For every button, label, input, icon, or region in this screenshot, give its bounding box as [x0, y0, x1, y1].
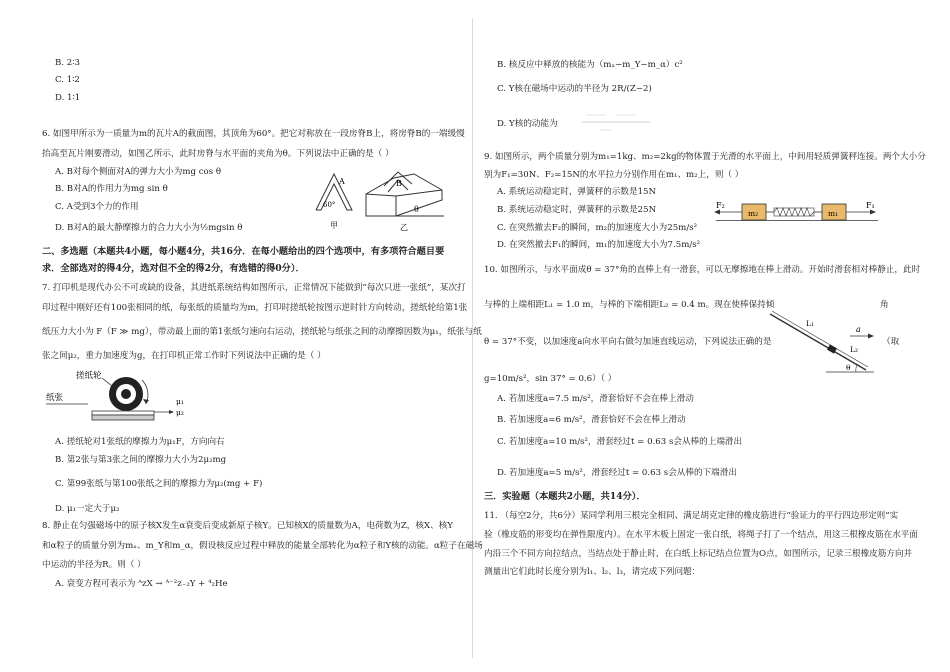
q10-option-d[interactable]: D. 若加速度a=5 m/s²，滑套经过t = 0.63 s会从棒的下端滑出 — [497, 468, 737, 478]
roller-wheel — [109, 377, 143, 411]
q9-stem-line2: 别为F₁=30N、F₂=15N的水平拉力分别作用在m₁、m₂上，则（ ） — [484, 170, 744, 180]
q8-option-c[interactable]: C. Y核在磁场中运动的半径为 2R/(Z−2) — [497, 84, 652, 94]
q10-option-c[interactable]: C. 若加速度a=10 m/s²，滑套经过t = 0.63 s会从棒的上端滑出 — [497, 437, 743, 447]
fig-mu2-label: μ₂ — [176, 408, 184, 417]
q7-option-c[interactable]: C. 第99张纸与第100张纸之间的摩擦力为μ₂(mg + F) — [55, 479, 263, 489]
fig-m2-label: m₂ — [748, 209, 759, 218]
q11-stem-line1: 11. （每空2分，共6分）某同学利用三根完全相同、满足胡克定律的橡皮筋进行“验证力的平行四边形定则”实 — [484, 511, 899, 521]
q6-option-a[interactable]: A. B对每个侧面对A的弹力大小为mg cos θ — [55, 167, 222, 177]
ridge-b-block — [366, 172, 444, 216]
fig-label-b: B — [396, 179, 402, 188]
fig-l2-label: L₂ — [850, 345, 858, 354]
q7-stem-line2: 印过程中刚好还有100张相同的纸，每张纸的质量均为m，打印时搓纸轮按图示逆时针方向转动，搓纸轮给第1张 — [42, 303, 468, 313]
fig-a-label: a — [856, 325, 861, 334]
q11-stem-line4: 测量出它们此时长度分别为l₁、l₂、l₃，请完成下列问题： — [484, 567, 701, 577]
q8-option-b[interactable]: B. 核反应中释放的核能为（mₓ−m_Y−m_α）c² — [497, 60, 683, 70]
fig-roller-label: 搓纸轮 — [76, 371, 102, 381]
q9-option-c[interactable]: C. 在突然撤去F₂的瞬间，m₂的加速度大小为25m/s² — [497, 223, 698, 233]
spring-scale — [774, 208, 814, 216]
q8-stem-line1: 8. 静止在匀强磁场中的原子核X发生α衰变后变成新原子核Y。已知核X的质量数为A，电荷数为Z，核X、核Y — [42, 521, 453, 531]
column-divider — [472, 18, 473, 658]
fig-label-a: A — [339, 177, 345, 186]
section2-heading-line1: 二、多选题（本题共4小题，每小题4分，共16分．在每小题给出的四个选项中，有多项符合题目要 — [42, 246, 445, 257]
inclined-rod — [770, 311, 868, 370]
q6-stem-line2: 抬高至瓦片刚要滑动，如图乙所示，此时房脊与水平面的夹角为θ。下列说法中正确的是（ ） — [42, 149, 394, 159]
q5-option-d[interactable]: D. 1∶1 — [55, 93, 81, 103]
q9-option-a[interactable]: A. 系统运动稳定时，弹簧秤的示数是15N — [497, 187, 657, 197]
q8-option-d[interactable]: D. Y核的动能为 — [497, 119, 558, 129]
q7-option-b[interactable]: B. 第2张与第3张之间的摩擦力大小为2μ₂mg — [55, 455, 227, 465]
q10-stem-line4: g=10m/s²，sin 37° = 0.6）（ ） — [484, 374, 617, 384]
fig-label-theta: θ — [414, 205, 419, 214]
q11-stem-line3: 内沿三个不同方向拉结点，当结点处于静止时，在白纸上标记结点位置为O点，如图所示，记录三根橡皮筋方向并 — [484, 549, 913, 559]
q9-option-b[interactable]: B. 系统运动稳定时，弹簧秤的示数是25N — [497, 205, 657, 215]
paper-stack — [92, 411, 154, 420]
q8-stem-line2: 和α粒子的质量分别为mₓ、m_Y和m_α，假设核反应过程中释放的能量全部转化为α粒子和Y核的动能。α粒子在磁场 — [42, 541, 483, 551]
fig-l1-label: L₁ — [806, 319, 814, 328]
q7-option-d[interactable]: D. μ₁一定大于μ₂ — [55, 504, 120, 514]
q8-option-a[interactable]: A. 衰变方程可表示为 ᴬzX → ᴬ⁻²z₋₂Y + ⁴₂He — [55, 579, 228, 589]
q6-option-b[interactable]: B. B对A的作用力为mg sin θ — [55, 184, 168, 194]
fig-paper-label: 纸张 — [46, 393, 64, 403]
q10-figure — [766, 304, 878, 380]
fig-mu1-label: μ₁ — [176, 397, 184, 406]
q7-stem-line1: 7. 打印机是现代办公不可或缺的设备，其进纸系统结构如图所示，正常情况下能做到“每次只进一张纸”，某次打 — [42, 283, 466, 293]
q9-figure — [712, 196, 892, 230]
q10-option-a[interactable]: A. 若加速度a=7.5 m/s²，滑套恰好不会在棒上滑动 — [497, 394, 694, 404]
fig-f2-label: F₂ — [716, 201, 725, 210]
q11-stem-line2: 验（橡皮筋的形变均在弹性限度内）。在水平木板上固定一张白纸，将绳子打了一个结点，用这三根橡皮筋在水平面 — [484, 530, 918, 540]
q6-option-c[interactable]: C. A受到3个力的作用 — [55, 202, 139, 212]
q6-figure — [304, 166, 464, 238]
q6-stem-line1: 6. 如图甲所示为一质量为m的瓦片A的截面图，其顶角为60°。把它对称放在一段房脊B上，将房脊B的一端缓慢 — [42, 129, 465, 139]
q9-option-d[interactable]: D. 在突然撤去F₁的瞬间，m₁的加速度大小为7.5m/s² — [497, 240, 701, 250]
fig-theta-label: θ — [846, 363, 851, 372]
q10-stem-line1: 10. 如图所示，与水平面成θ = 37°角的直棒上有一滑套，可以无摩擦地在棒上滑动。开始时滑套相对棒静止，此时 — [484, 265, 921, 275]
q7-option-a[interactable]: A. 搓纸轮对1张纸的摩擦力为μ₁F，方向向右 — [55, 437, 225, 447]
fig-f1-label: F₁ — [866, 201, 875, 210]
q10-stem-line2b: 角 — [880, 300, 889, 310]
q7-figure — [42, 364, 192, 424]
q8-stem-line3: 中运动的半径为R。则（ ） — [42, 560, 146, 570]
fig-m1-label: m₁ — [828, 209, 839, 218]
section3-heading: 三．实验题（本题共2小题，共14分）． — [484, 491, 646, 502]
q6-option-d[interactable]: D. B对A的最大静摩擦力的合力大小为½mgsin θ — [55, 223, 243, 233]
fig-label-yi: 乙 — [400, 223, 408, 232]
fig-label-60: 60° — [323, 201, 336, 209]
q10-stem-line2a: 与棒的上端相距L₁ = 1.0 m，与棒的下端相距L₂ = 0.4 m。现在使棒保持倾 — [484, 300, 775, 310]
q8-d-faint-fraction — [576, 110, 656, 134]
q5-option-c[interactable]: C. 1∶2 — [55, 75, 80, 85]
q7-stem-line3: 纸压力大小为 F（F ≫ mg），带动最上面的第1张纸匀速向右运动，搓纸轮与纸张之间的动摩擦因数为μ₁，纸张与纸 — [42, 327, 482, 337]
q10-stem-line3a: θ = 37°不变，以加速度a向水平向右做匀加速直线运动，下列说法正确的是 — [484, 337, 772, 347]
fig-label-jia: 甲 — [330, 221, 338, 230]
q9-stem-line1: 9. 如图所示，两个质量分别为m₁=1kg、m₂=2kg的物体置于光滑的水平面上，中间用轻质弹簧秤连接。两个大小分 — [484, 152, 926, 162]
section2-heading-line2: 求．全部选对的得4分，选对但不全的得2分，有选错的得0分）． — [42, 263, 305, 274]
q7-stem-line4: 张之间μ₂，重力加速度为g，在打印机正常工作时下列说法中正确的是（ ） — [42, 351, 326, 361]
q5-option-b[interactable]: B. 2∶3 — [55, 58, 80, 68]
q10-option-b[interactable]: B. 若加速度a=6 m/s²，滑套恰好不会在棒上滑动 — [497, 415, 686, 425]
q10-stem-line3b: （取 — [882, 337, 900, 347]
